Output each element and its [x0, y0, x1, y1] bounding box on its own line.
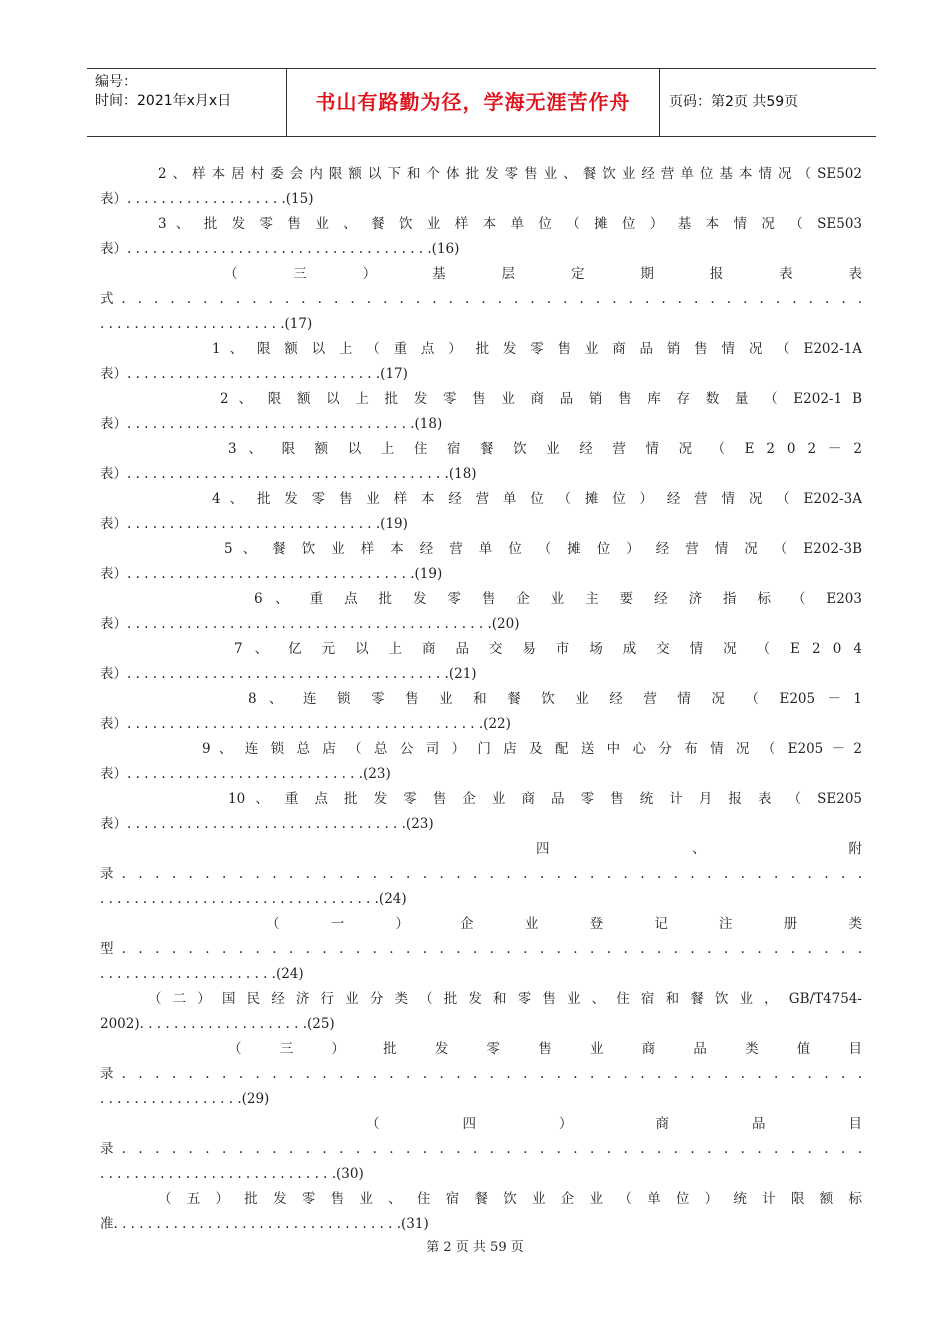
toc-entry-title: 3 、 批 发 零 售 业 、 餐 饮 业 样 本 单 位 （ 摊 位 ） 基 本 情 况 （ SE503 [158, 216, 862, 232]
document-time-label: 时间：2021年x月x日 [95, 93, 232, 109]
toc-entry-title: （二）国民经济行业分类（批发和零售业、住宿和餐饮业，GB/T4754- [148, 991, 862, 1007]
toc-entry[interactable] [100, 737, 862, 787]
toc-entry-title: 4 、 批 发 零 售 业 样 本 经 营 单 位 （ 摊 位 ） 经 营 情 况 （ E202-3A [212, 491, 862, 507]
toc-entry-leader: 表）. . . . . . . . . . . . . . . . . . . . . . . . . . . . . . . . . . . . . . . . . .(22) [100, 716, 511, 732]
toc-entry-title: 3 、 限 额 以 上 住 宿 餐 饮 业 经 营 情 况 （ E 2 0 2 － 2 [228, 441, 862, 457]
toc-entry-leader: 表）. . . . . . . . . . . . . . . . . . . . . . . . . . . . . . . . . .(18) [100, 416, 443, 432]
toc-entry[interactable] [100, 537, 862, 587]
toc-entry[interactable] [100, 837, 862, 912]
toc-entry-title: 2 、 限 额 以 上 批 发 零 售 业 商 品 销 售 库 存 数 量 （ E202-1 B [220, 391, 862, 407]
toc-entry[interactable] [100, 637, 862, 687]
toc-entry[interactable] [100, 337, 862, 387]
toc-entry-leader: 型. . . . . . . . . . . . . . . . . . . . . . . . . . . . . . . . . . . . . . . . . . . . . [100, 941, 862, 957]
toc-entry-page: . . . . . . . . . . . . . . . . . . . . . .(17) [100, 316, 313, 332]
toc-entry[interactable] [100, 1187, 862, 1237]
toc-entry[interactable] [100, 162, 862, 212]
toc-entry-title: 10 、 重 点 批 发 零 售 企 业 商 品 零 售 统 计 月 报 表 （ SE205 [228, 791, 862, 807]
toc-entry-page: . . . . . . . . . . . . . . . . . . . . .(24) [100, 966, 304, 982]
toc-entry-leader: 准. . . . . . . . . . . . . . . . . . . . . . . . . . . . . . . . . .(31) [100, 1216, 429, 1232]
header-divider-right [659, 69, 660, 136]
toc-entry[interactable] [100, 787, 862, 837]
toc-entry[interactable] [100, 587, 862, 637]
toc-entry-title: 1 、 限 额 以 上 （ 重 点 ） 批 发 零 售 业 商 品 销 售 情 况 （ E202-1A [212, 341, 862, 357]
toc-entry[interactable] [100, 1112, 862, 1187]
document-header [87, 68, 876, 137]
toc-entry[interactable] [100, 487, 862, 537]
header-motto: 书山有路勤为径，学海无涯苦作舟 [315, 90, 631, 114]
toc-entry[interactable] [100, 262, 862, 337]
toc-entry-title: 2、样本居村委会内限额以下和个体批发零售业、餐饮业经营单位基本情况（SE502 [158, 166, 862, 182]
toc-entry-leader: 表）. . . . . . . . . . . . . . . . . . .(15) [100, 191, 314, 207]
document-number-label: 编号： [95, 74, 137, 90]
toc-entry-leader: 表）. . . . . . . . . . . . . . . . . . . . . . . . . . . . . . . . . . . .(16) [100, 241, 460, 257]
toc-entry-leader: 表）. . . . . . . . . . . . . . . . . . . . . . . . . . . . . .(19) [100, 516, 408, 532]
toc-entry[interactable] [100, 687, 862, 737]
toc-entry-page: . . . . . . . . . . . . . . . . . . . . . . . . . . . . . . . . .(24) [100, 891, 407, 907]
toc-entry-leader: 录. . . . . . . . . . . . . . . . . . . . . . . . . . . . . . . . . . . . . . . . . . . . . [100, 1141, 862, 1157]
toc-entry-leader: 表）. . . . . . . . . . . . . . . . . . . . . . . . . . . . . . . . . . . . . . . . . . .(20) [100, 616, 520, 632]
toc-entry-title: （ 四 ） 商 品 目 [366, 1116, 862, 1132]
table-of-contents [100, 162, 862, 1237]
toc-entry-title: （五）批发零售业、住宿餐饮业企业（单位）统计限额标 [158, 1191, 862, 1207]
toc-entry[interactable] [100, 437, 862, 487]
toc-entry-title: 5 、 餐 饮 业 样 本 经 营 单 位 （ 摊 位 ） 经 营 情 况 （ E202-3B [224, 541, 862, 557]
toc-entry[interactable] [100, 387, 862, 437]
toc-entry-page: . . . . . . . . . . . . . . . . .(29) [100, 1091, 270, 1107]
header-meta [95, 73, 231, 111]
toc-entry-leader: 表）. . . . . . . . . . . . . . . . . . . . . . . . . . . . . . . . . .(19) [100, 566, 443, 582]
header-page-info: 页码：第2页 共59页 [669, 94, 799, 110]
toc-entry-title: （ 一 ） 企 业 登 记 注 册 类 [266, 916, 862, 932]
toc-entry-leader: 式. . . . . . . . . . . . . . . . . . . . . . . . . . . . . . . . . . . . . . . . . . . . . . [100, 291, 862, 307]
toc-entry-leader: 2002). . . . . . . . . . . . . . . . . . . .(25) [100, 1016, 335, 1032]
toc-entry[interactable] [100, 1037, 862, 1112]
toc-entry-title: 9 、 连 锁 总 店 （ 总 公 司 ） 门 店 及 配 送 中 心 分 布 情 况 （ E205 － 2 [202, 741, 862, 757]
toc-entry-leader: 表）. . . . . . . . . . . . . . . . . . . . . . . . . . . .(23) [100, 766, 391, 782]
toc-entry-title: 8 、 连 锁 零 售 业 和 餐 饮 业 经 营 情 况 （ E205 － 1 [248, 691, 862, 707]
toc-entry[interactable] [100, 987, 862, 1037]
toc-entry-leader: 录. . . . . . . . . . . . . . . . . . . . . . . . . . . . . . . . . . . . . . . . . . . . . [100, 1066, 862, 1082]
toc-entry-leader: 录. . . . . . . . . . . . . . . . . . . . . . . . . . . . . . . . . . . . . . . . . . . . . [100, 866, 862, 882]
toc-entry-title: 7 、 亿 元 以 上 商 品 交 易 市 场 成 交 情 况 （ E 2 0 4 [234, 641, 862, 657]
toc-entry-leader: 表）. . . . . . . . . . . . . . . . . . . . . . . . . . . . . . . . . . . . . .(18) [100, 466, 477, 482]
toc-entry-leader: 表）. . . . . . . . . . . . . . . . . . . . . . . . . . . . . .(17) [100, 366, 408, 382]
toc-entry[interactable] [100, 212, 862, 262]
toc-entry-title: （ 三 ） 批 发 零 售 业 商 品 类 值 目 [228, 1041, 862, 1057]
toc-entry[interactable] [100, 912, 862, 987]
toc-entry-leader: 表）. . . . . . . . . . . . . . . . . . . . . . . . . . . . . . . . .(23) [100, 816, 434, 832]
toc-entry-title: 6 、 重 点 批 发 零 售 企 业 主 要 经 济 指 标 （ E203 [254, 591, 862, 607]
toc-entry-title: （ 三 ） 基 层 定 期 报 表 表 [224, 266, 862, 282]
toc-entry-page: . . . . . . . . . . . . . . . . . . . . . . . . . . . .(30) [100, 1166, 364, 1182]
toc-entry-leader: 表）. . . . . . . . . . . . . . . . . . . . . . . . . . . . . . . . . . . . . .(21) [100, 666, 477, 682]
toc-entry-title: 四 、 附 [536, 841, 862, 857]
page-footer: 第 2 页 共 59 页 [426, 1240, 524, 1255]
